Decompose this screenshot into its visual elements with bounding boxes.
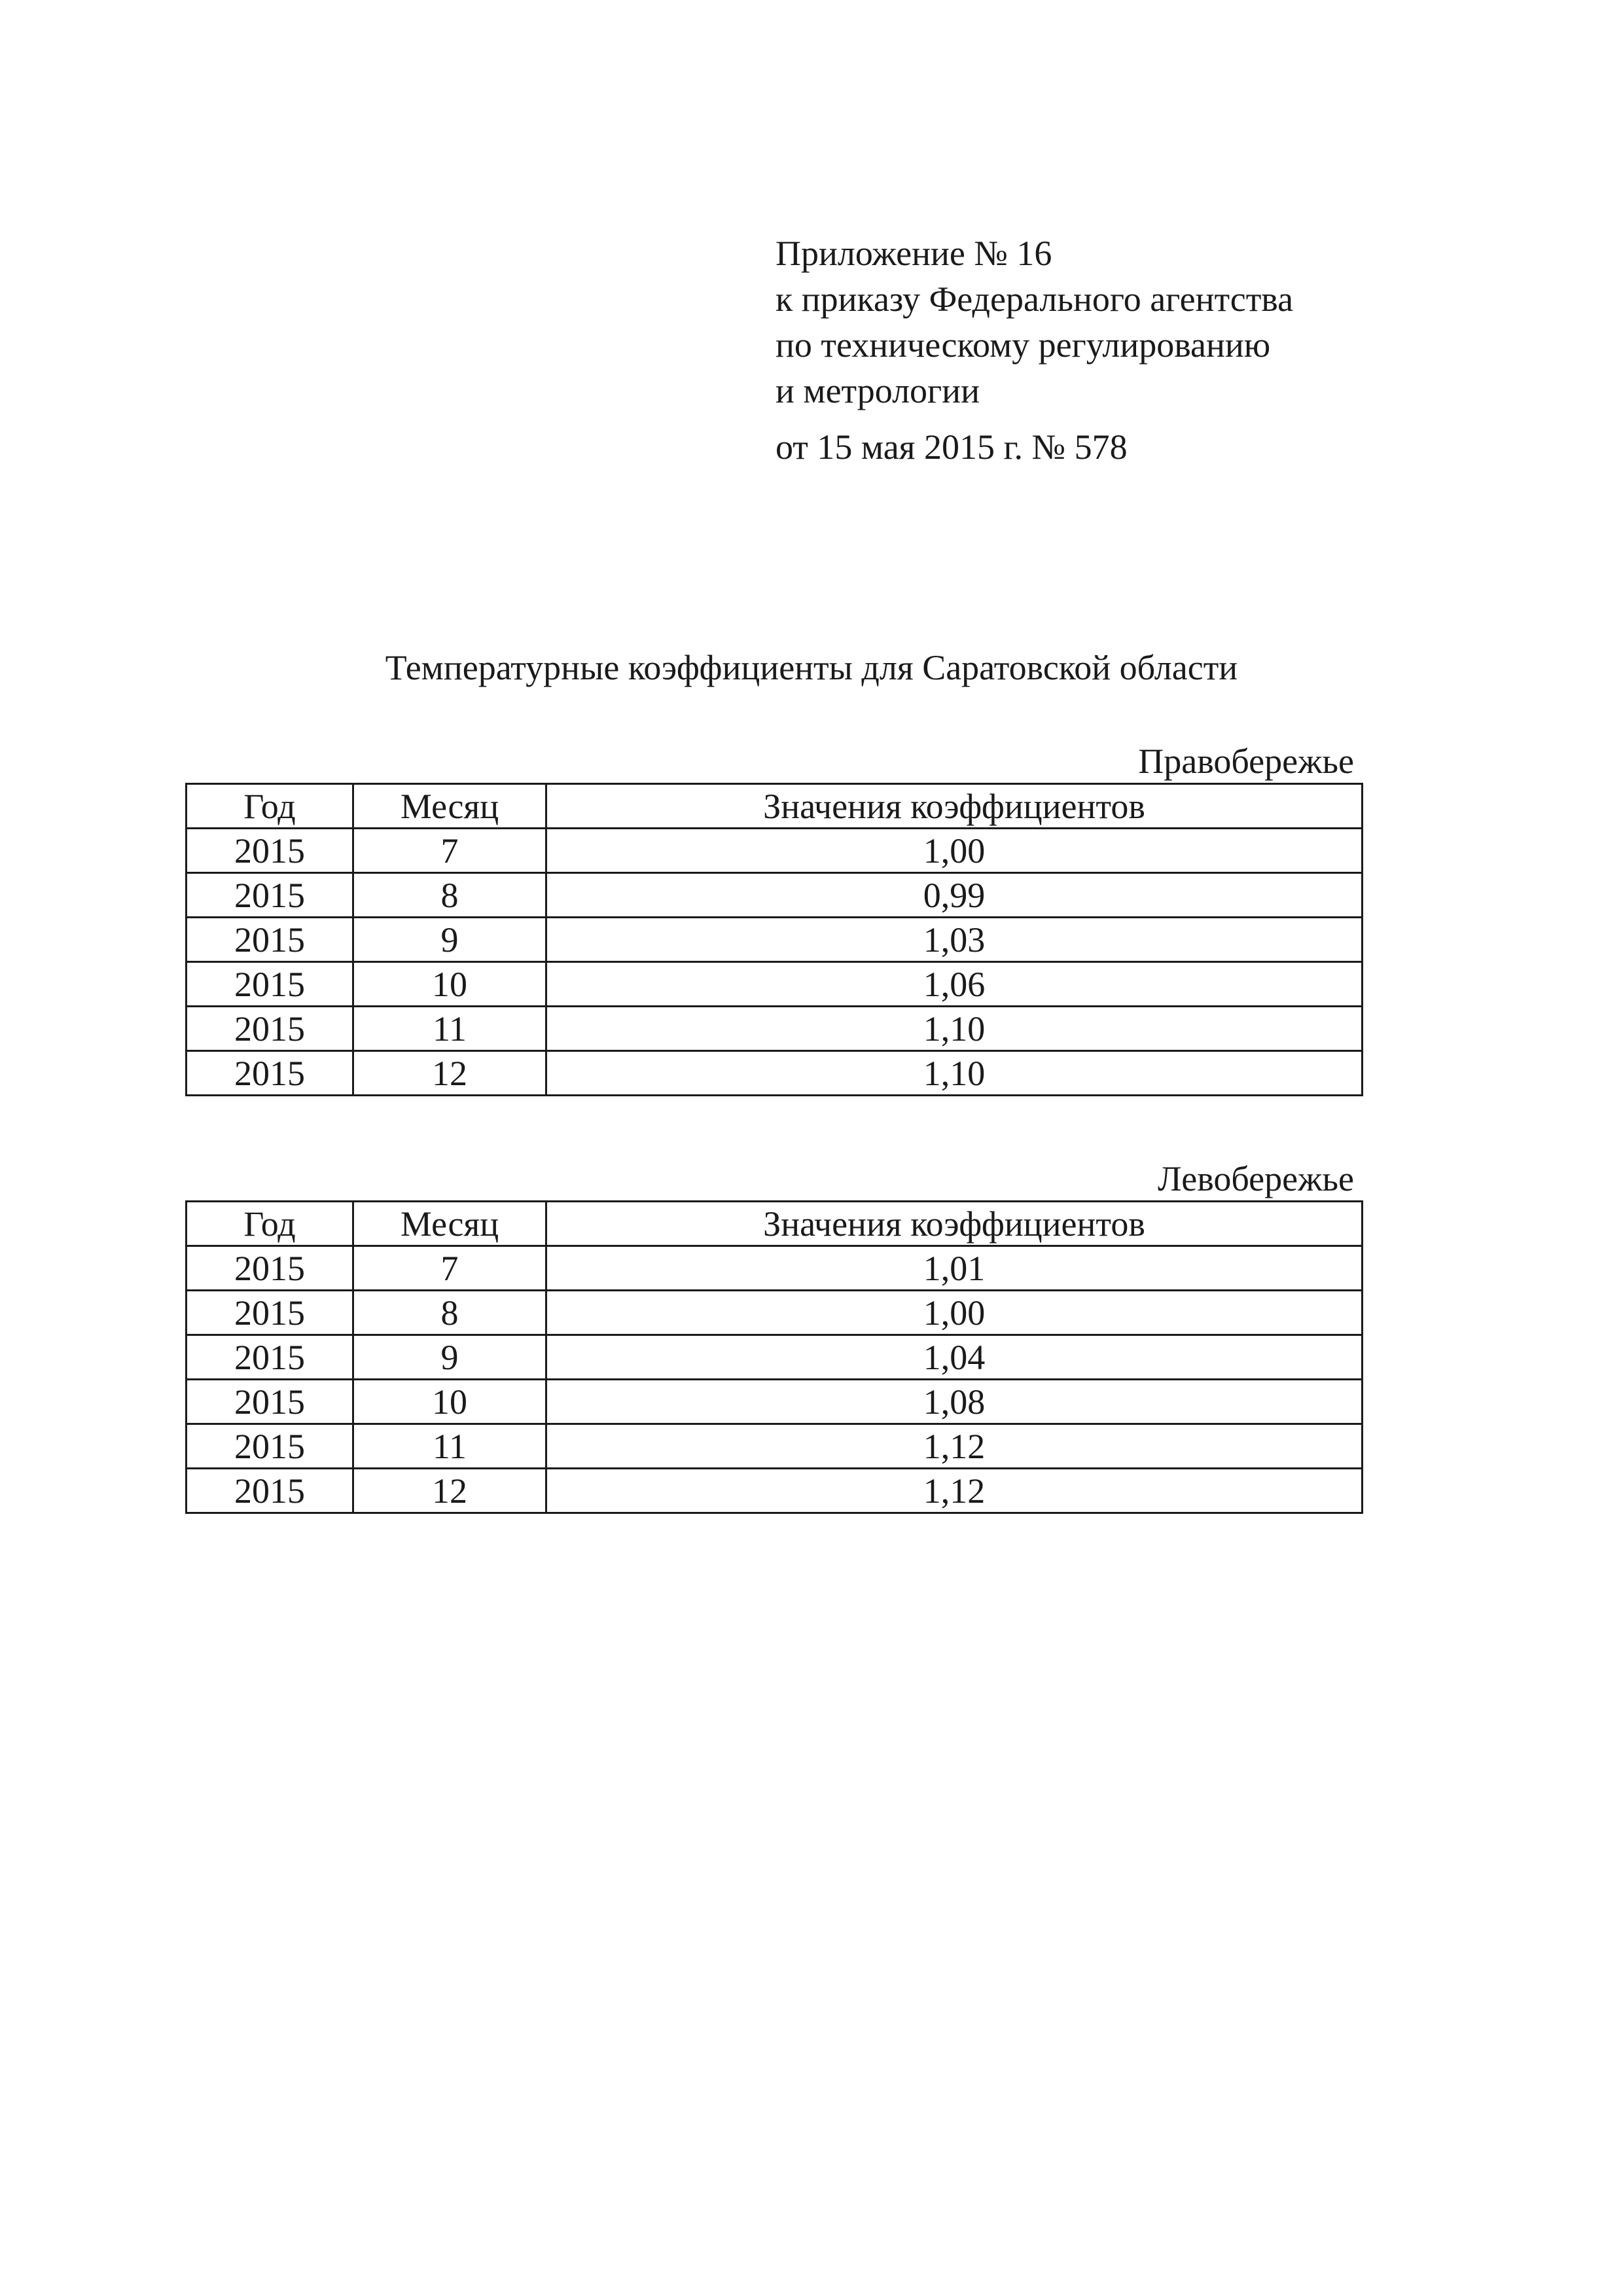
cell-month: 8 <box>353 873 546 918</box>
cell-month: 7 <box>353 1246 546 1291</box>
cell-year: 2015 <box>187 1246 353 1291</box>
cell-year: 2015 <box>187 918 353 962</box>
table-row <box>187 918 1363 962</box>
cell-year: 2015 <box>187 829 353 873</box>
table-row <box>187 1335 1363 1380</box>
cell-month: 7 <box>353 829 546 873</box>
cell-value: 0,99 <box>546 873 1363 918</box>
cell-year: 2015 <box>187 1424 353 1469</box>
cell-value: 1,10 <box>546 1051 1363 1096</box>
appendix-line: к приказу Федерального агентства <box>776 279 1294 319</box>
table-header-row <box>187 784 1363 829</box>
table-row <box>187 1051 1363 1096</box>
cell-value: 1,12 <box>546 1424 1363 1469</box>
cell-year: 2015 <box>187 1335 353 1380</box>
cell-year: 2015 <box>187 1469 353 1513</box>
table-block-left-bank <box>185 1157 1363 1514</box>
column-header-value: Значения коэффициентов <box>546 1202 1363 1246</box>
cell-month: 11 <box>353 1424 546 1469</box>
cell-month: 10 <box>353 962 546 1007</box>
column-header-year: Год <box>187 784 353 829</box>
appendix-line: по техническому регулированию <box>776 325 1271 365</box>
coefficients-table <box>185 1200 1363 1514</box>
appendix-line: и метрологии <box>776 371 980 410</box>
column-header-value: Значения коэффициентов <box>546 784 1363 829</box>
coefficients-table <box>185 783 1363 1096</box>
table-row <box>187 1424 1363 1469</box>
cell-value: 1,04 <box>546 1335 1363 1380</box>
column-header-month: Месяц <box>353 1202 546 1246</box>
table-row <box>187 962 1363 1007</box>
cell-value: 1,08 <box>546 1380 1363 1424</box>
column-header-month: Месяц <box>353 784 546 829</box>
appendix-header <box>776 230 1495 470</box>
cell-month: 11 <box>353 1007 546 1051</box>
appendix-line: Приложение № 16 <box>776 234 1052 273</box>
cell-value: 1,12 <box>546 1469 1363 1513</box>
cell-value: 1,10 <box>546 1007 1363 1051</box>
cell-year: 2015 <box>187 1051 353 1096</box>
table-row <box>187 1246 1363 1291</box>
cell-value: 1,06 <box>546 962 1363 1007</box>
cell-value: 1,01 <box>546 1246 1363 1291</box>
table-label: Левобережье <box>1158 1159 1354 1198</box>
table-label: Правобережье <box>1138 742 1354 781</box>
cell-year: 2015 <box>187 1291 353 1335</box>
table-header-row <box>187 1202 1363 1246</box>
table-row <box>187 1291 1363 1335</box>
cell-month: 10 <box>353 1380 546 1424</box>
table-row <box>187 829 1363 873</box>
table-row <box>187 1469 1363 1513</box>
table-row <box>187 873 1363 918</box>
cell-month: 9 <box>353 918 546 962</box>
cell-month: 8 <box>353 1291 546 1335</box>
cell-year: 2015 <box>187 1007 353 1051</box>
cell-value: 1,00 <box>546 1291 1363 1335</box>
cell-month: 9 <box>353 1335 546 1380</box>
table-block-right-bank <box>185 740 1363 1096</box>
table-row <box>187 1007 1363 1051</box>
cell-year: 2015 <box>187 1380 353 1424</box>
cell-month: 12 <box>353 1469 546 1513</box>
cell-month: 12 <box>353 1051 546 1096</box>
cell-value: 1,00 <box>546 829 1363 873</box>
column-header-year: Год <box>187 1202 353 1246</box>
cell-value: 1,03 <box>546 918 1363 962</box>
table-row <box>187 1380 1363 1424</box>
cell-year: 2015 <box>187 873 353 918</box>
cell-year: 2015 <box>187 962 353 1007</box>
appendix-date-line: от 15 мая 2015 г. № 578 <box>776 427 1128 467</box>
document-title: Температурные коэффициенты для Саратовской области <box>385 648 1238 687</box>
